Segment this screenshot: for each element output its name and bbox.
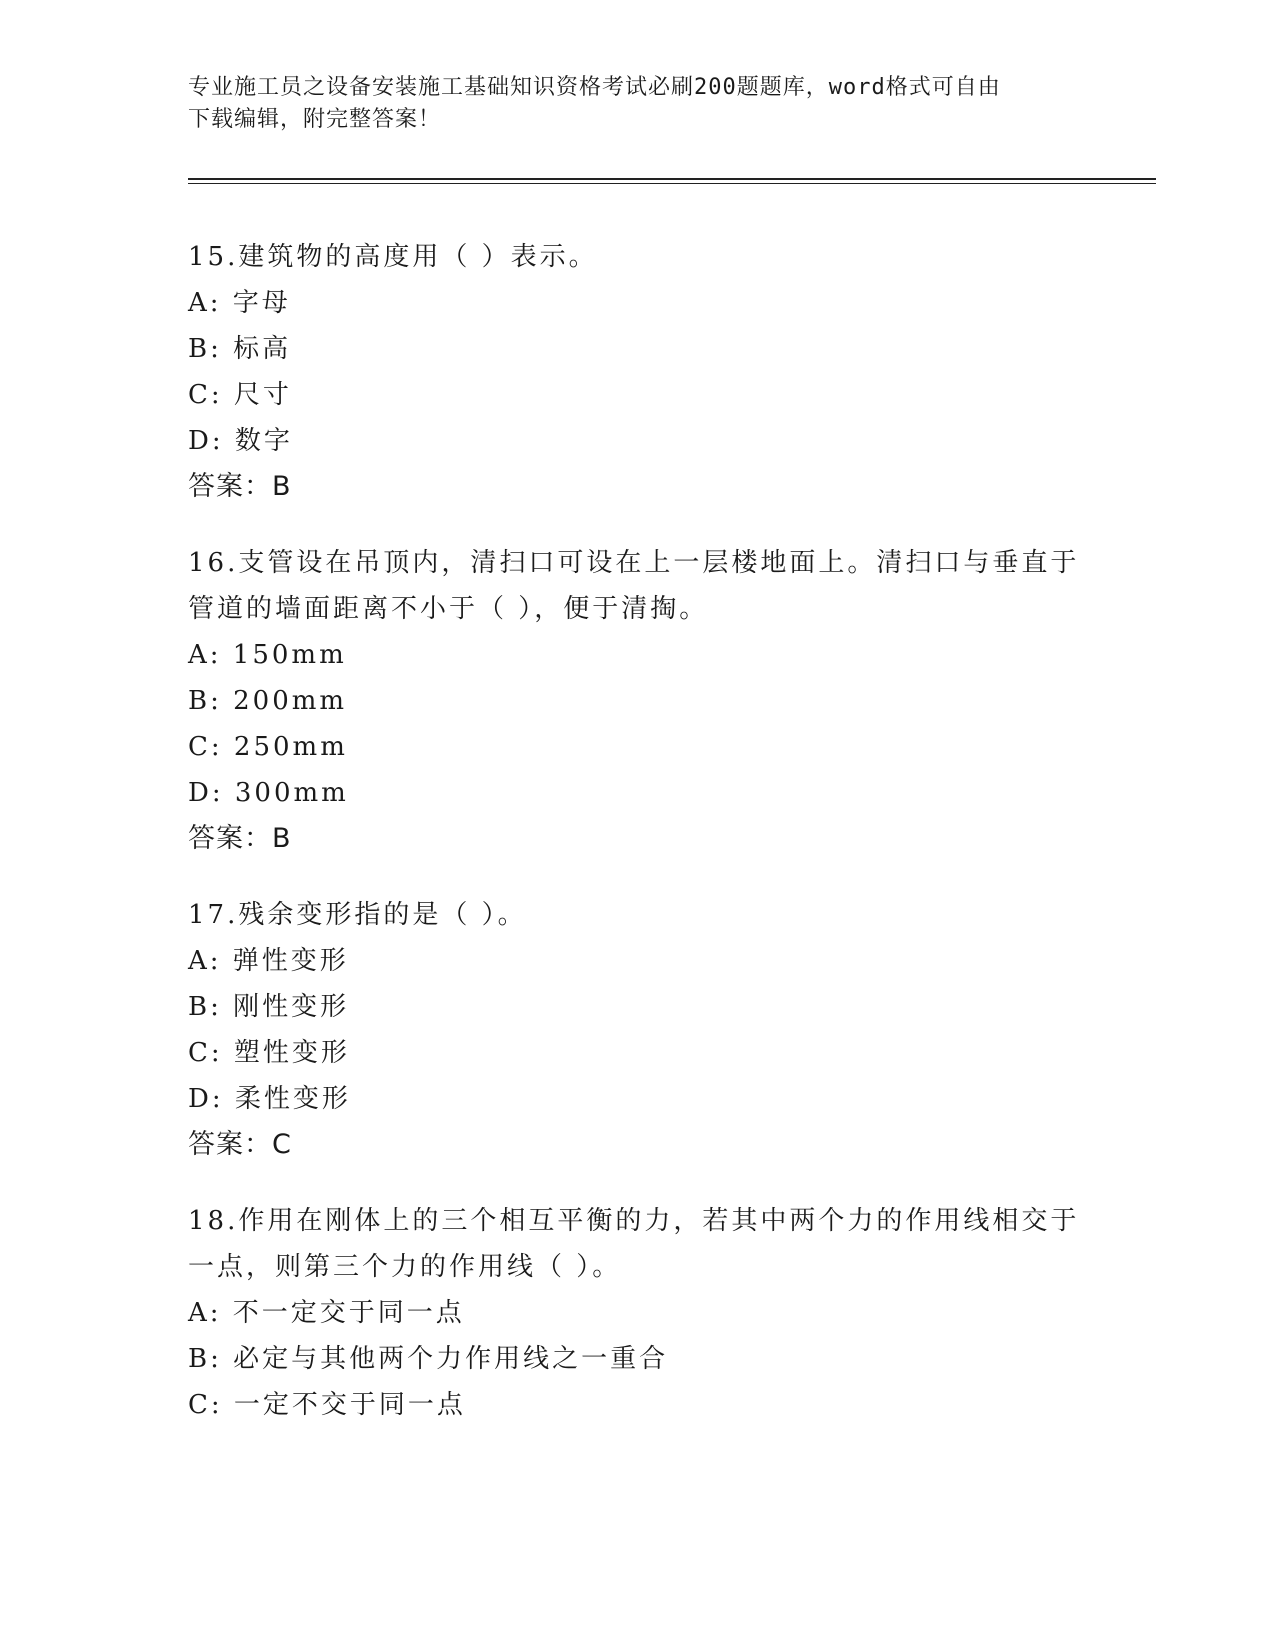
answer-label: 答案：B [188,823,292,854]
option-b: B: 200mm [188,686,348,716]
question-18 [188,1198,1088,1428]
option-b: B: 必定与其他两个力作用线之一重合 [188,1344,669,1374]
answer-label: 答案：C [188,1129,292,1160]
question-text [188,892,1088,938]
option-d: D: 数字 [188,426,293,456]
header-divider-top [188,178,1156,180]
question-16 [188,540,1088,862]
question-text-line: 16.支管设在吊顶内，清扫口可设在上一层楼地面上。清扫口与垂直于 [188,548,1080,578]
option-b: B: 标高 [188,334,292,364]
option-b: B: 刚性变形 [188,992,350,1022]
option-c: C: 一定不交于同一点 [188,1390,466,1420]
question-17 [188,892,1088,1168]
option-d: D: 柔性变形 [188,1084,351,1114]
question-text [188,540,1088,632]
option-c: C: 250mm [188,732,348,762]
question-text-line: 15.建筑物的高度用（ ）表示。 [188,242,598,272]
question-text-line: 17.残余变形指的是（ ）。 [188,900,527,930]
header-line-1: 专业施工员之设备安装施工基础知识资格考试必刷200题题库，word格式可自由 [188,75,1001,100]
header-line-2: 下载编辑，附完整答案！ [188,107,442,132]
option-a: A: 字母 [188,288,291,318]
option-c: C: 塑性变形 [188,1038,350,1068]
option-a: A: 150mm [188,640,347,670]
answer-label: 答案：B [188,471,292,502]
document-header [188,72,1068,136]
option-a: A: 不一定交于同一点 [188,1298,465,1328]
option-c: C: 尺寸 [188,380,292,410]
question-text-line: 18.作用在刚体上的三个相互平衡的力，若其中两个力的作用线相交于 [188,1206,1080,1236]
question-15 [188,234,1088,510]
question-text [188,1198,1088,1290]
header-divider-bottom [188,183,1156,184]
option-d: D: 300mm [188,778,349,808]
question-text [188,234,1088,280]
question-list [188,234,1088,1458]
question-text-line: 一点，则第三个力的作用线（ ）。 [188,1252,622,1282]
option-a: A: 弹性变形 [188,946,349,976]
question-text-line: 管道的墙面距离不小于（ ），便于清掏。 [188,594,709,624]
